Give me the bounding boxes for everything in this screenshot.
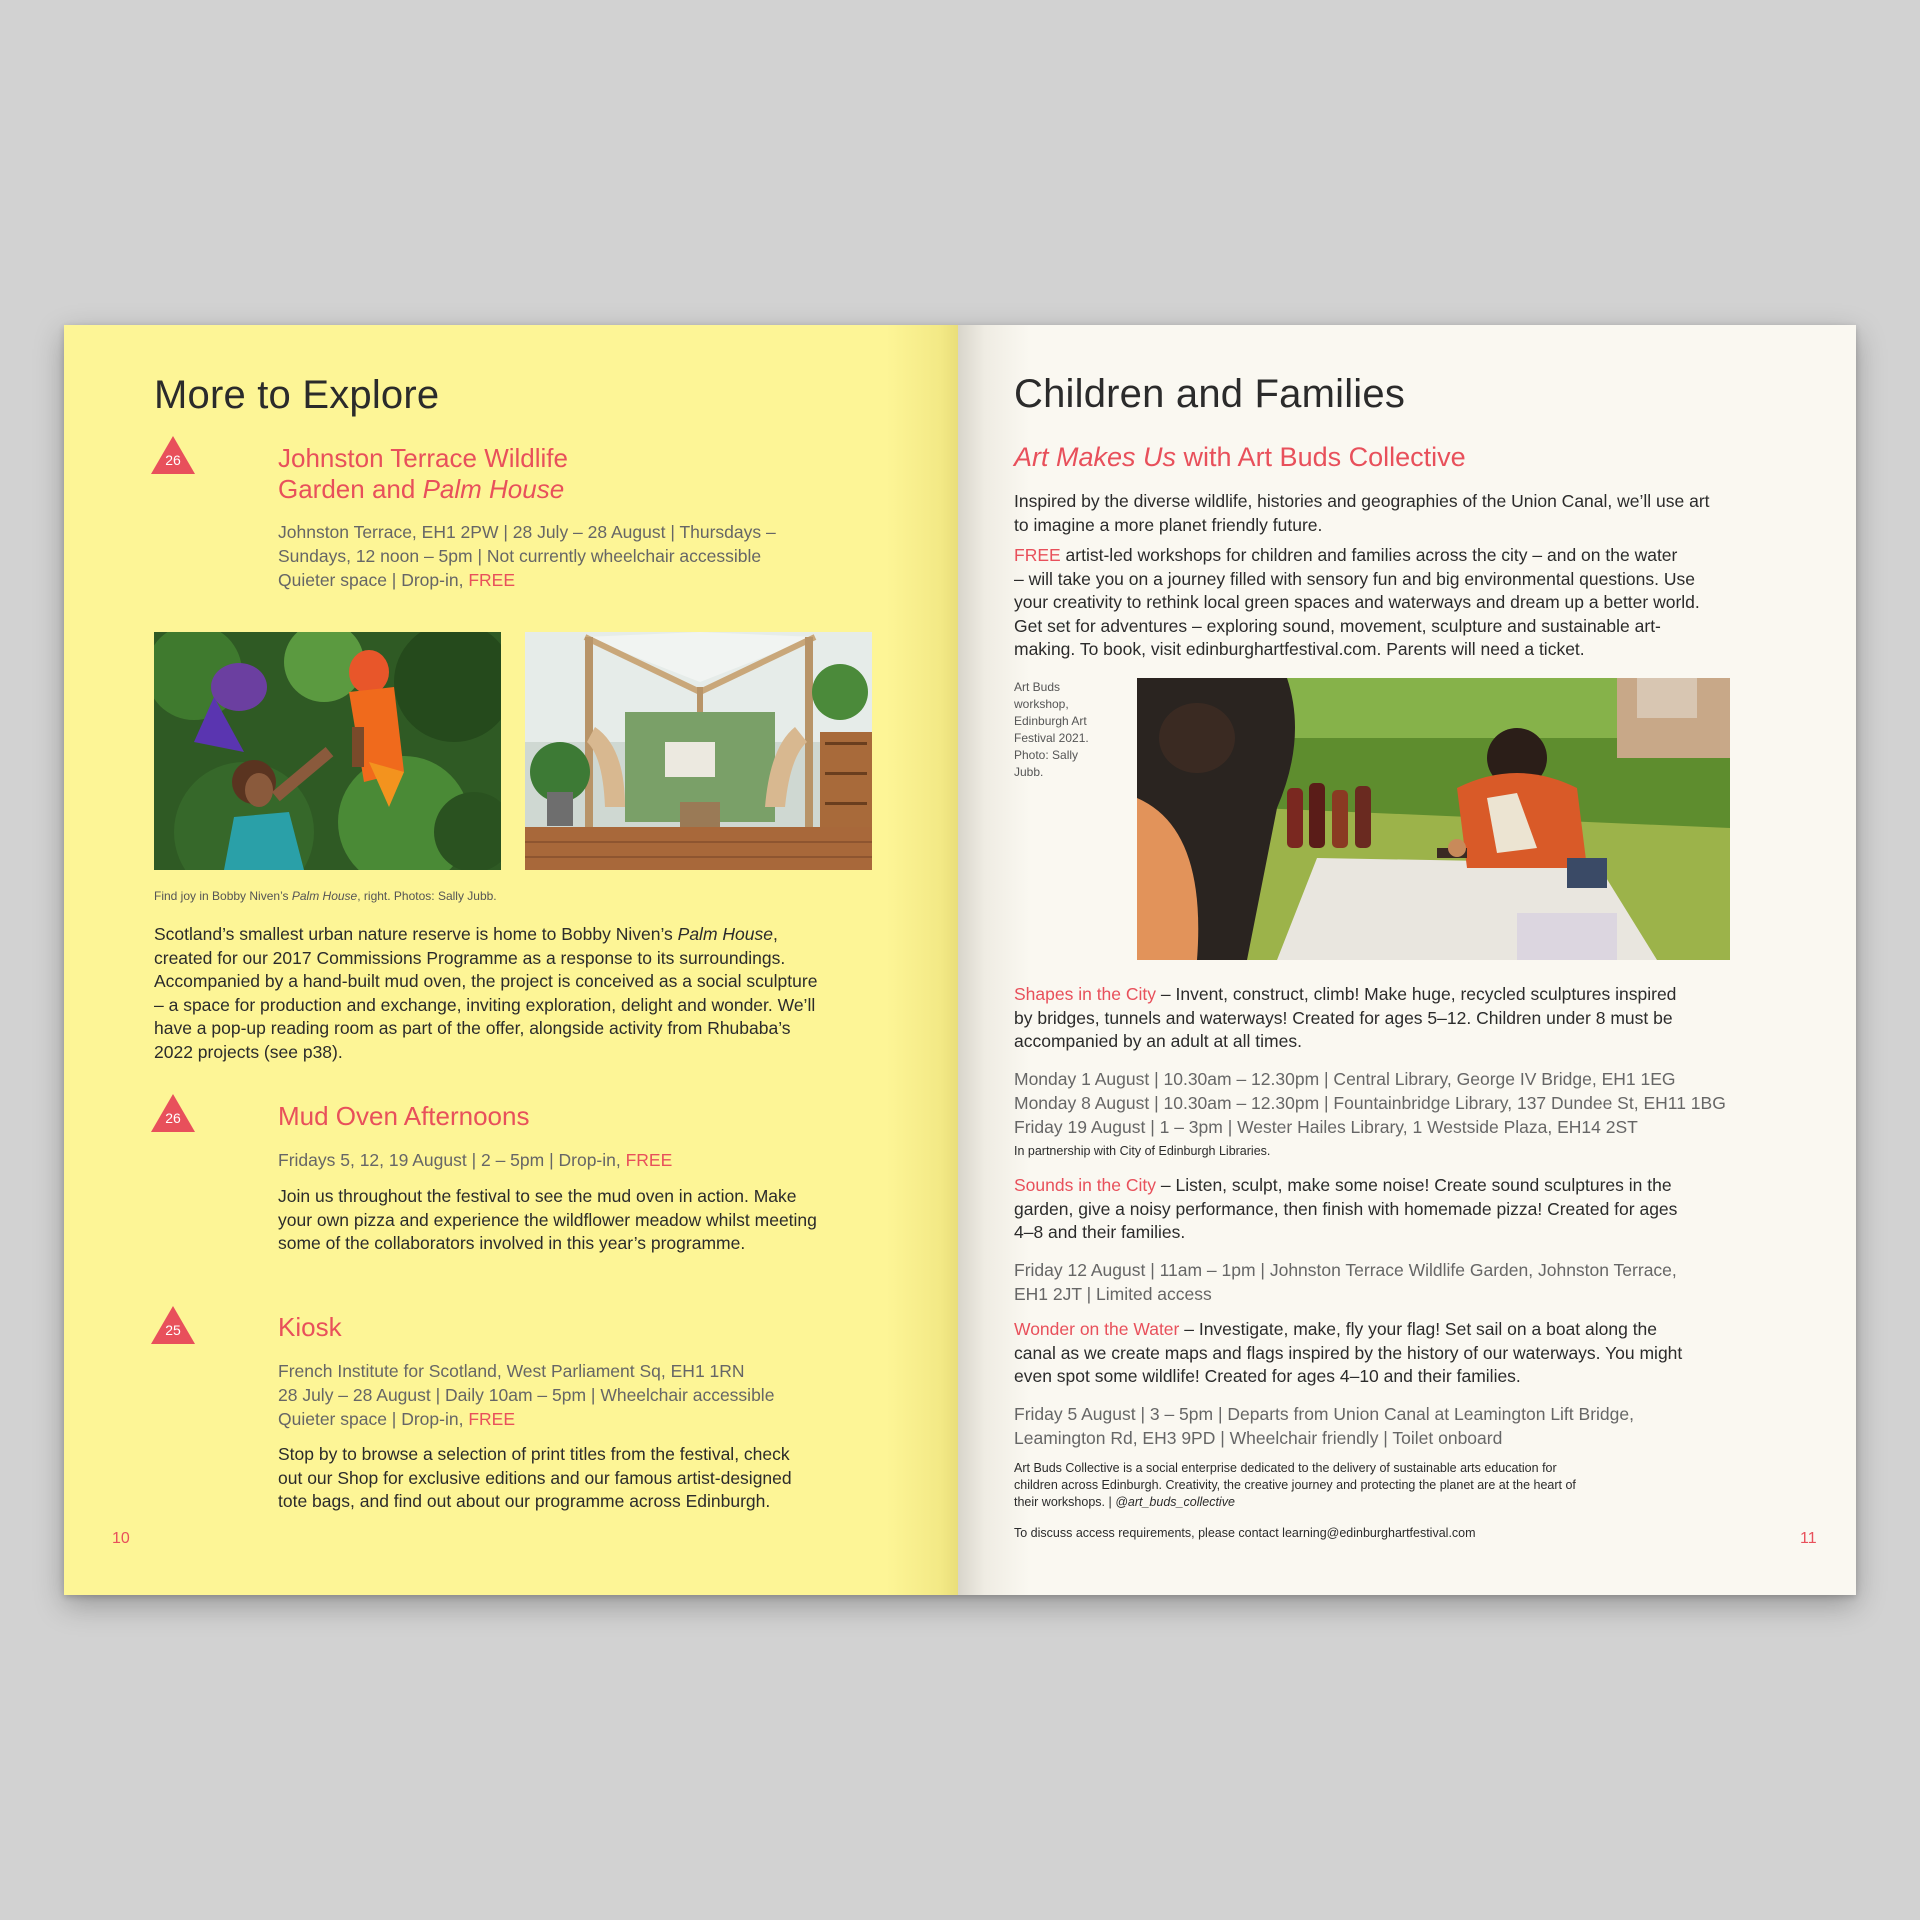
event-body-mud-oven [278, 1185, 817, 1256]
meta-line: Monday 8 August | 10.30am – 12.30pm | Fountainbridge Library, 137 Dundee St, EH11 1BG [1014, 1093, 1726, 1113]
left-page [64, 325, 958, 1595]
event-title-line: Johnston Terrace Wildlife [278, 443, 568, 473]
map-marker-triangle-icon [150, 1305, 196, 1345]
caption-line: Jubb. [1014, 765, 1044, 779]
body-line: created for our 2017 Commissions Programme as a response to its surroundings. [154, 947, 786, 968]
body-text: – Investigate, make, fly your flag! Set sail on a boat along the [1179, 1319, 1658, 1339]
workshop-meta-sounds [1014, 1258, 1834, 1306]
body-line [1014, 983, 1814, 1007]
caption-line: Festival 2021. [1014, 731, 1089, 745]
body-line: to imagine a more planet friendly future. [1014, 514, 1323, 535]
caption-line: Edinburgh Art [1014, 714, 1087, 728]
body-text: – Listen, sculpt, make some noise! Create sound sculptures in the [1156, 1175, 1672, 1195]
event-title-italic: Palm House [422, 474, 565, 504]
event-meta-kiosk [278, 1359, 774, 1431]
page-number-left: 10 [112, 1530, 130, 1547]
body-line: accompanied by an adult at all times. [1014, 1031, 1302, 1051]
body-line: Stop by to browse a selection of print titles from the festival, check [278, 1444, 790, 1464]
body-text: artist-led workshops for children and families across the city – and on the water [1060, 545, 1678, 565]
map-marker-number: 26 [165, 1110, 181, 1126]
event-meta-mud-oven [278, 1148, 672, 1172]
body-italic: Palm House [677, 924, 773, 944]
body-text: , [772, 924, 778, 944]
meta-line: EH1 2JT | Limited access [1014, 1284, 1212, 1304]
map-marker-number: 25 [165, 1322, 181, 1338]
page-number-right: 11 [1800, 1530, 1817, 1547]
photo-child-with-fish-puppets [154, 632, 501, 870]
photo-caption-palm-house [154, 888, 497, 905]
workshop-meta-shapes [1014, 1067, 1834, 1139]
workshop-name: Sounds in the City [1014, 1175, 1157, 1195]
meta-line [278, 568, 776, 592]
body-line: making. To book, visit edinburghartfestival.com. Parents will need a ticket. [1014, 639, 1585, 659]
workshop-wonder-on-the-water [1014, 1318, 1814, 1389]
meta-line: Friday 5 August | 3 – 5pm | Departs from Union Canal at Leamington Lift Bridge, [1014, 1404, 1634, 1424]
body-line: out our Shop for exclusive editions and our famous artist-designed [278, 1467, 792, 1488]
body-line: Accompanied by a hand-built mud oven, the project is conceived as a social sculpture [154, 971, 818, 991]
about-art-buds-collective [1014, 1460, 1814, 1511]
free-workshops-paragraph [1014, 544, 1814, 662]
event-title-kiosk: Kiosk [278, 1312, 342, 1342]
section-title-more-to-explore: More to Explore [154, 373, 440, 417]
body-text: – Invent, construct, climb! Make huge, recycled sculptures inspired [1156, 984, 1677, 1004]
subtitle-art-makes-us [1014, 442, 1466, 473]
free-label: FREE [468, 570, 516, 590]
body-line: 2022 projects (see p38). [154, 1041, 343, 1062]
free-label: FREE [625, 1150, 673, 1170]
magazine-spread [64, 325, 1856, 1595]
subtitle-italic: Art Makes Us [1014, 442, 1177, 472]
caption-line: Photo: Sally [1014, 748, 1079, 762]
event-title-text: Garden and [278, 474, 423, 504]
meta-text: Quieter space | Drop-in, [278, 570, 469, 590]
event-meta-johnston-terrace [278, 520, 776, 592]
body-line: by bridges, tunnels and waterways! Created for ages 5–12. Children under 8 must be [1014, 1007, 1673, 1028]
photo-art-buds-workshop [1137, 678, 1730, 960]
body-line: Join us throughout the festival to see the mud oven in action. Make [278, 1186, 797, 1206]
section-title-children-and-families: Children and Families [1014, 372, 1406, 416]
event-body-kiosk [278, 1443, 792, 1514]
event-title-line [278, 474, 568, 505]
meta-line: Leamington Rd, EH3 9PD | Wheelchair friendly | Toilet onboard [1014, 1428, 1503, 1448]
body-line: – will take you on a journey filled with sensory fun and big environmental questions. Use [1014, 568, 1695, 589]
body-line: even spot some wildlife! Created for ages 4–10 and their families. [1014, 1366, 1521, 1386]
caption-text: , right. Photos: Sally Jubb. [357, 889, 497, 903]
workshop-shapes-in-the-city [1014, 983, 1814, 1054]
caption-line: Art Buds [1014, 680, 1061, 694]
workshop-meta-wonder [1014, 1402, 1834, 1450]
free-label: FREE [468, 1409, 516, 1429]
meta-line: Friday 19 August | 1 – 3pm | Wester Hailes Library, 1 Westside Plaza, EH14 2ST [1014, 1117, 1638, 1137]
body-line: some of the collaborators involved in this year’s programme. [278, 1233, 746, 1253]
event-title-mud-oven: Mud Oven Afternoons [278, 1101, 530, 1131]
caption-text: Find joy in Bobby Niven’s [154, 889, 292, 903]
small-line: children across Edinburgh. Creativity, the creative journey and protecting the planet are at the heart of [1014, 1478, 1576, 1492]
intro-paragraph-palm-house [154, 923, 914, 1064]
body-line: have a pop-up reading room as part of the offer, alongside activity from Rhubaba’s [154, 1018, 791, 1038]
body-line: Get set for adventures – exploring sound, movement, sculpture and sustainable art- [1014, 615, 1661, 636]
photo-palm-house-interior [525, 632, 872, 870]
workshop-name: Wonder on the Water [1014, 1319, 1180, 1339]
body-line: 4–8 and their families. [1014, 1222, 1186, 1242]
body-line: canal as we create maps and flags inspired by the history of our waterways. You might [1014, 1342, 1683, 1363]
body-line: your own pizza and experience the wildflower meadow whilst meeting [278, 1209, 817, 1230]
body-line [1014, 1174, 1814, 1198]
meta-line: Sundays, 12 noon – 5pm | Not currently wheelchair accessible [278, 546, 762, 566]
meta-text: Fridays 5, 12, 19 August | 2 – 5pm | Drop-in, [278, 1150, 626, 1170]
body-line: tote bags, and find out about our programme across Edinburgh. [278, 1491, 771, 1511]
meta-line: Friday 12 August | 11am – 1pm | Johnston Terrace Wildlife Garden, Johnston Terrace, [1014, 1260, 1677, 1280]
body-line: garden, give a noisy performance, then finish with homemade pizza! Created for ages [1014, 1198, 1678, 1219]
meta-line [278, 1407, 774, 1431]
meta-text: Quieter space | Drop-in, [278, 1409, 469, 1429]
subtitle-text: with Art Buds Collective [1176, 442, 1466, 472]
social-handle: @art_buds_collective [1115, 1495, 1235, 1509]
meta-line: Monday 1 August | 10.30am – 12.30pm | Central Library, George IV Bridge, EH1 1EG [1014, 1069, 1676, 1089]
event-title-johnston-terrace [278, 443, 568, 505]
small-line: Art Buds Collective is a social enterprise dedicated to the delivery of sustainable arts education for [1014, 1461, 1557, 1475]
meta-line: 28 July – 28 August | Daily 10am – 5pm | Wheelchair accessible [278, 1385, 775, 1405]
access-requirements-note: To discuss access requirements, please contact learning@edinburghartfestival.com [1014, 1526, 1476, 1540]
body-line [1014, 1318, 1814, 1342]
map-marker-triangle-icon [150, 435, 196, 475]
photo-caption-art-buds [1014, 679, 1089, 781]
intro-paragraph-art-buds [1014, 490, 1814, 537]
body-line: Inspired by the diverse wildlife, histories and geographies of the Union Canal, we’ll use art [1014, 491, 1710, 511]
meta-line: Johnston Terrace, EH1 2PW | 28 July – 28 August | Thursdays – [278, 522, 776, 542]
body-line: your creativity to rethink local green spaces and waterways and dream up a better world. [1014, 592, 1700, 612]
map-marker-number: 26 [165, 452, 181, 468]
workshop-sounds-in-the-city [1014, 1174, 1814, 1245]
small-line [1014, 1494, 1814, 1511]
small-text: their workshops. | [1014, 1495, 1116, 1509]
partnership-note: In partnership with City of Edinburgh Libraries. [1014, 1144, 1271, 1158]
body-line: – a space for production and exchange, inviting exploration, delight and wonder. We’ll [154, 994, 816, 1015]
body-line [154, 923, 914, 947]
free-label: FREE [1014, 545, 1061, 565]
meta-line: French Institute for Scotland, West Parliament Sq, EH1 1RN [278, 1361, 745, 1381]
caption-line: workshop, [1014, 697, 1069, 711]
caption-italic: Palm House [291, 889, 358, 903]
right-page [958, 325, 1856, 1595]
map-marker-triangle-icon [150, 1093, 196, 1133]
workshop-name: Shapes in the City [1014, 984, 1157, 1004]
body-text: Scotland’s smallest urban nature reserve is home to Bobby Niven’s [154, 924, 678, 944]
body-line [1014, 544, 1814, 568]
